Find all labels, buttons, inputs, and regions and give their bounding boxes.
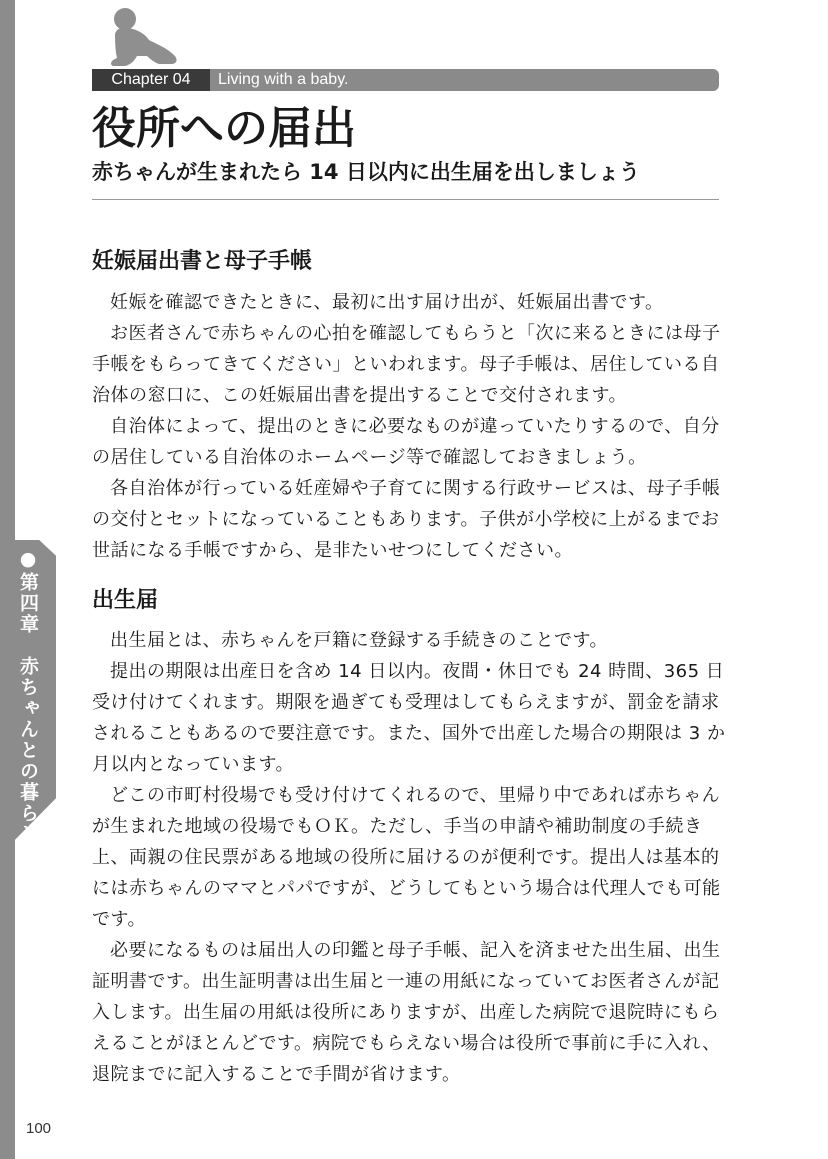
baby-crawling-icon <box>103 6 183 68</box>
paragraph: どこの市町村役場でも受け付けてくれるので、里帰り中であれば赤ちゃんが生まれた地域の役場でもＯＫ。ただし、手当の申請や補助制度の手続き上、両親の住民票がある地域の役所に届けるのが便利です。提出人は基本的には赤ちゃんのママとパパですが、どうしてもという場合は代理人でも可能です。 <box>92 785 721 930</box>
paragraph: 出生届とは、赤ちゃんを戸籍に登録する手続きのことです。 <box>110 630 609 651</box>
paragraph: 自治体によって、提出のときに必要なものが違っていたりするので、自分の居住している自治体のホームページ等で確認しておきましょう。 <box>92 416 720 468</box>
paragraph: 必要になるものは届出人の印鑑と母子手帳、記入を済ませた出生届、出生証明書です。出生証明書は出生届と一連の用紙になっていてお医者さんが記入します。出生届の用紙は役所にありますが、出産した病院で退院時にもらえることがほとんどです。病院でもらえない場合は役所で事前に手に入れ、退院までに記入することで手間が省けます。 <box>92 940 721 1085</box>
chapter-side-label: ●第四章 赤ちゃんとの暮らし <box>17 548 39 845</box>
section-heading-birth-registration: 出生届 <box>92 588 159 613</box>
section-body-birth-registration <box>92 625 727 1090</box>
chapter-title: Living with a baby. <box>218 71 349 88</box>
title-divider <box>92 199 719 200</box>
chapter-number: Chapter 04 <box>92 69 210 91</box>
paragraph: 各自治体が行っている妊産婦や子育てに関する行政サービスは、母子手帳の交付とセットになっていることもあります。子供が小学校に上がるまでお世話になる手帳ですから、是非たいせつにしてください。 <box>92 478 721 561</box>
paragraph: 妊娠を確認できたときに、最初に出す届け出が、妊娠届出書です。 <box>110 292 664 313</box>
page-subtitle: 赤ちゃんが生まれたら 14 日以内に出生届を出しましょう <box>92 160 640 184</box>
page-title: 役所への届出 <box>92 103 356 154</box>
paragraph: 提出の期限は出産日を含め 14 日以内。夜間・休日でも 24 時間、365 日受け付けてくれます。期限を過ぎても受理はしてもらえますが、罰金を請求されることもあるので要注意です。また、国外で出産した場合の期限は 3 か月以内となっています。 <box>92 661 726 775</box>
section-body-maternity <box>92 287 727 566</box>
paragraph: お医者さんで赤ちゃんの心拍を確認してもらうと「次に来るときには母子手帳をもらってきてください」といわれます。母子手帳は、居住している自治体の窓口に、この妊娠届出書を提出することで交付されます。 <box>92 323 721 406</box>
section-heading-maternity: 妊娠届出書と母子手帳 <box>92 249 313 274</box>
page-number: 100 <box>26 1120 52 1137</box>
